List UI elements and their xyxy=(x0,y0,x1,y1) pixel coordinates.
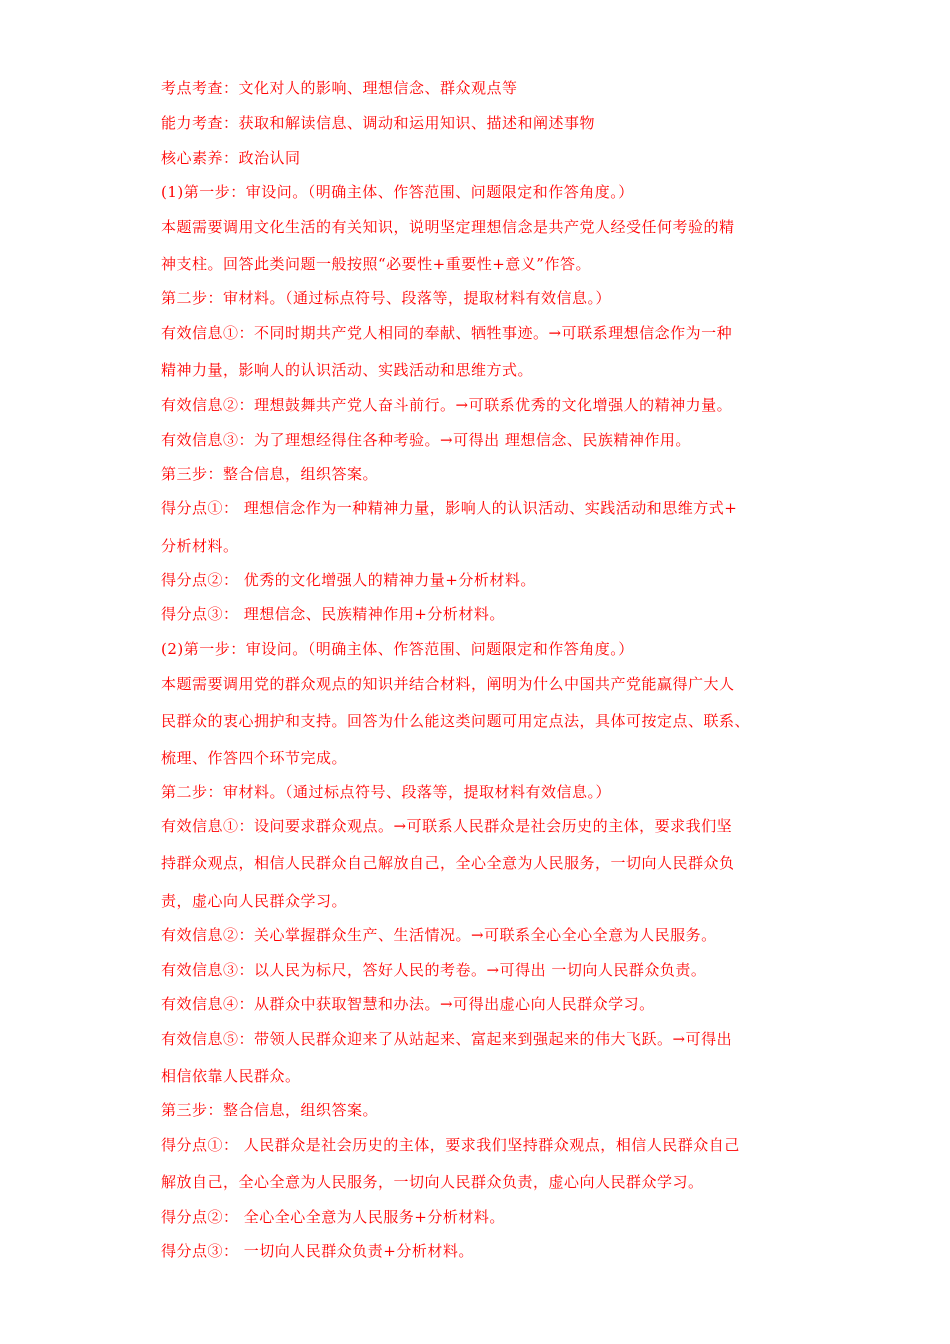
text-line: (2)第一步：审设问。（明确主体、作答范围、问题限定和作答角度。） xyxy=(161,640,634,658)
text-line: 解放自己，全心全意为人民服务，一切向人民群众负责，虚心向人民群众学习。 xyxy=(161,1173,704,1191)
text-line: 本题需要调用文化生活的有关知识，说明坚定理想信念是共产党人经受任何考验的精 xyxy=(161,218,735,236)
text-line: 有效信息④：从群众中获取智慧和办法。→可得出虚心向人民群众学习。 xyxy=(161,995,655,1013)
text-line: 第三步：整合信息，组织答案。 xyxy=(161,1101,379,1119)
text-line: 得分点②： 优秀的文化增强人的精神力量+分析材料。 xyxy=(161,571,536,589)
text-line: 神支柱。回答此类问题一般按照“必要性+重要性+意义”作答。 xyxy=(161,255,591,273)
text-line: 得分点②： 全心全心全意为人民服务+分析材料。 xyxy=(161,1208,505,1226)
text-line: (1)第一步：审设问。（明确主体、作答范围、问题限定和作答角度。） xyxy=(161,183,634,201)
text-line: 分析材料。 xyxy=(161,537,239,555)
text-line: 得分点③： 一切向人民群众负责+分析材料。 xyxy=(161,1242,474,1260)
text-line: 有效信息②：关心掌握群众生产、生活情况。→可联系全心全心全意为人民服务。 xyxy=(161,926,717,944)
text-line: 持群众观点，相信人民群众自己解放自己，全心全意为人民服务，一切向人民群众负 xyxy=(161,854,735,872)
text-line: 第二步：审材料。（通过标点符号、段落等，提取材料有效信息。） xyxy=(161,289,612,307)
text-line: 考点考查：文化对人的影响、理想信念、群众观点等 xyxy=(161,79,518,97)
text-line: 有效信息⑤：带领人民群众迎来了从站起来、富起来到强起来的伟大飞跃。→可得出 xyxy=(161,1030,733,1048)
text-line: 第二步：审材料。（通过标点符号、段落等，提取材料有效信息。） xyxy=(161,783,612,801)
text-line: 责，虚心向人民群众学习。 xyxy=(161,892,348,910)
text-line: 有效信息③：为了理想经得住各种考验。→可得出 理想信念、民族精神作用。 xyxy=(161,431,691,449)
text-line: 有效信息①：不同时期共产党人相同的奉献、牺牲事迹。→可联系理想信念作为一种 xyxy=(161,324,733,342)
text-line: 得分点①： 理想信念作为一种精神力量，影响人的认识活动、实践活动和思维方式+ xyxy=(161,499,738,517)
text-line: 能力考查：获取和解读信息、调动和运用知识、描述和阐述事物 xyxy=(161,114,596,132)
text-line: 相信依靠人民群众。 xyxy=(161,1067,301,1085)
text-line: 有效信息①：设问要求群众观点。→可联系人民群众是社会历史的主体，要求我们坚 xyxy=(161,817,733,835)
text-line: 精神力量，影响人的认识活动、实践活动和思维方式。 xyxy=(161,361,534,379)
text-line: 得分点③： 理想信念、民族精神作用+分析材料。 xyxy=(161,605,505,623)
text-line: 核心素养：政治认同 xyxy=(161,149,301,167)
text-line: 民群众的衷心拥护和支持。回答为什么能这类问题可用定点法，具体可按定点、联系、 xyxy=(161,712,751,730)
text-line: 有效信息②：理想鼓舞共产党人奋斗前行。→可联系优秀的文化增强人的精神力量。 xyxy=(161,396,733,414)
text-line: 得分点①： 人民群众是社会历史的主体，要求我们坚持群众观点，相信人民群众自己 xyxy=(161,1136,740,1154)
text-line: 本题需要调用党的群众观点的知识并结合材料，阐明为什么中国共产党能赢得广大人 xyxy=(161,675,735,693)
text-line: 第三步：整合信息，组织答案。 xyxy=(161,465,379,483)
text-line: 有效信息③：以人民为标尺，答好人民的考卷。→可得出 一切向人民群众负责。 xyxy=(161,961,707,979)
text-line: 梳理、作答四个环节完成。 xyxy=(161,749,348,767)
